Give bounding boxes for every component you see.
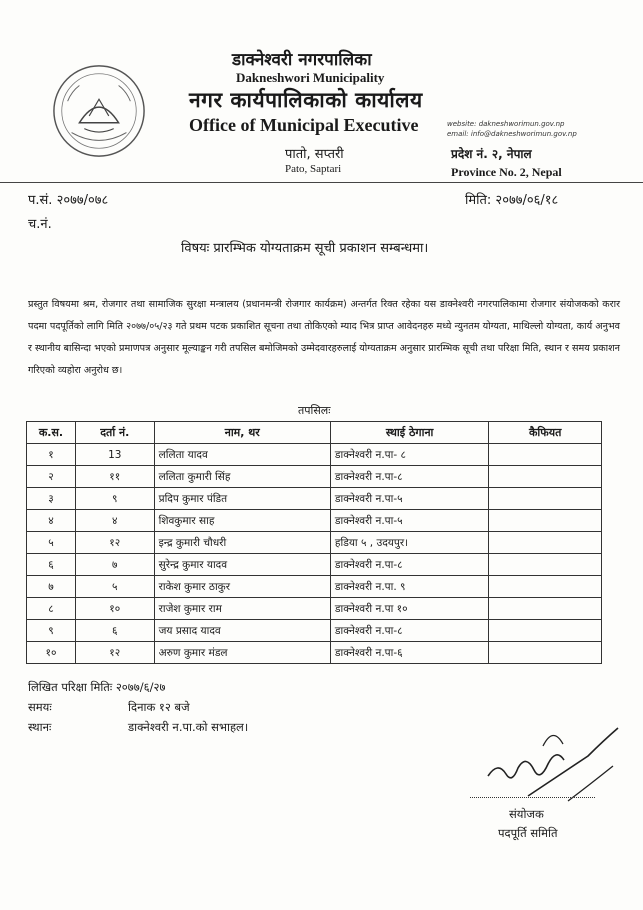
cell-serial: १ xyxy=(27,444,76,466)
cell-address: डाक्नेश्वरी न.पा-५ xyxy=(330,488,488,510)
cell-reg-no: ९ xyxy=(75,488,154,510)
table-row xyxy=(27,554,602,576)
table-row xyxy=(27,642,602,664)
cell-serial: ९ xyxy=(27,620,76,642)
table-row xyxy=(27,598,602,620)
reference-number: प.सं. २०७७/०७८ xyxy=(28,193,109,208)
nepal-emblem-seal-icon xyxy=(50,62,148,160)
cell-reg-no: १२ xyxy=(75,642,154,664)
cell-remarks xyxy=(489,488,602,510)
signatory-role: संयोजक xyxy=(509,807,544,821)
cell-address: डाक्नेश्वरी न.पा-८ xyxy=(330,554,488,576)
cell-serial: १० xyxy=(27,642,76,664)
cell-serial: ६ xyxy=(27,554,76,576)
cell-name: प्रदिप कुमार पंडित xyxy=(154,488,330,510)
cell-address: डाक्नेश्वरी न.पा १० xyxy=(330,598,488,620)
municipality-name-en: Dakneshwori Municipality xyxy=(236,70,385,85)
cell-reg-no: ६ xyxy=(75,620,154,642)
table-row xyxy=(27,620,602,642)
website-text: website: dakneshworimun.gov.np xyxy=(447,120,565,128)
cell-remarks xyxy=(489,532,602,554)
municipality-name-np: डाक्नेश्वरी नगरपालिका xyxy=(232,50,372,70)
cell-reg-no: 13 xyxy=(75,444,154,466)
cell-remarks xyxy=(489,576,602,598)
cell-serial: ८ xyxy=(27,598,76,620)
exam-place-value: डाक्नेश्वरी न.पा.को सभाहल। xyxy=(128,720,249,734)
cell-reg-no: ७ xyxy=(75,554,154,576)
cell-remarks xyxy=(489,642,602,664)
place-en: Pato, Saptari xyxy=(285,163,342,175)
cell-address: हडिया ५ , उदयपुर। xyxy=(330,532,488,554)
header-address: स्थाई ठेगाना xyxy=(330,422,488,444)
cell-name: शिवकुमार साह xyxy=(154,510,330,532)
cell-serial: ४ xyxy=(27,510,76,532)
header-reg-no: दर्ता नं. xyxy=(75,422,154,444)
cell-name: इन्द्र कुमारी चौधरी xyxy=(154,532,330,554)
cell-address: डाक्नेश्वरी न.पा- ८ xyxy=(330,444,488,466)
exam-date: लिखित परिक्षा मितिः २०७७/६/२७ xyxy=(28,680,166,694)
table-row xyxy=(27,532,602,554)
province-en: Province No. 2, Nepal xyxy=(451,165,562,179)
letter-date: मिति: २०७७/०६/१८ xyxy=(465,193,559,208)
dispatch-number: च.नं. xyxy=(28,217,52,232)
cell-address: डाक्नेश्वरी न.पा-५ xyxy=(330,510,488,532)
province-np: प्रदेश नं. २, नेपाल xyxy=(451,147,532,161)
signature-line xyxy=(470,797,595,798)
header-name: नाम, थर xyxy=(154,422,330,444)
cell-serial: ३ xyxy=(27,488,76,510)
table-row xyxy=(27,510,602,532)
email-text: email: info@dakneshworimun.gov.np xyxy=(447,130,577,138)
cell-serial: २ xyxy=(27,466,76,488)
header-divider xyxy=(0,182,643,183)
place-np: पातो, सप्तरी xyxy=(285,147,344,162)
cell-remarks xyxy=(489,620,602,642)
cell-remarks xyxy=(489,444,602,466)
subject-line: विषयः प्रारम्भिक योग्यताक्रम सूची प्रकाशन सम्बन्धमा। xyxy=(181,241,429,256)
cell-name: जय प्रसाद यादव xyxy=(154,620,330,642)
office-name-np: नगर कार्यपालिकाको कार्यालय xyxy=(189,88,423,112)
candidate-table xyxy=(26,421,602,664)
handwritten-signature-icon xyxy=(468,706,628,826)
cell-name: ललिता यादव xyxy=(154,444,330,466)
contact-block xyxy=(447,119,577,139)
table-row xyxy=(27,444,602,466)
cell-address: डाक्नेश्वरी न.पा-६ xyxy=(330,642,488,664)
cell-name: राजेश कुमार राम xyxy=(154,598,330,620)
office-name-en: Office of Municipal Executive xyxy=(189,115,419,135)
cell-reg-no: ५ xyxy=(75,576,154,598)
cell-name: ललिता कुमारी सिंह xyxy=(154,466,330,488)
schedule-label: तपसिलः xyxy=(298,404,331,417)
cell-remarks xyxy=(489,598,602,620)
cell-address: डाक्नेश्वरी न.पा-८ xyxy=(330,466,488,488)
cell-remarks xyxy=(489,510,602,532)
cell-reg-no: ४ xyxy=(75,510,154,532)
cell-reg-no: ११ xyxy=(75,466,154,488)
table-header-row xyxy=(27,422,602,444)
table-row xyxy=(27,466,602,488)
cell-name: राकेश कुमार ठाकुर xyxy=(154,576,330,598)
cell-reg-no: १२ xyxy=(75,532,154,554)
cell-remarks xyxy=(489,466,602,488)
body-paragraph: प्रस्तुत विषयमा श्रम, रोजगार तथा सामाजिक सुरक्षा मन्त्रालय (प्रधानमन्त्री रोजगार कार्यक्रम) अन्तर्गत रिक्त रहेका यस डाक्नेश्वरी नगरपालिकामा रोजगार संयोजकको करार पदमा पदपूर्तिको लागि मिति २०७७/०५/२३ गते प्रथम पटक प्रकाशित सूचना तथा तोकिएको म्याद भित्र प्राप्त आवेदनहरु मध्ये न्युनतम योग्यता, माथिल्लो योग्यता, कार्य अनुभव र स्थानीय बासिन्दा भएको प्रमाणपत्र अनुसार मूल्याङ्कन गरी तपसिल बमोजिमको उम्मेदवारहरुलाई योग्यताक्रम अनुसार प्रारम्भिक सूची तथा परिक्षा मिति, स्थान र समय प्रकाशन गरिएको व्यहोरा अनुरोध छ। xyxy=(28,299,620,376)
cell-serial: ५ xyxy=(27,532,76,554)
cell-reg-no: १० xyxy=(75,598,154,620)
cell-serial: ७ xyxy=(27,576,76,598)
table-row xyxy=(27,576,602,598)
table-row xyxy=(27,488,602,510)
exam-place-label: स्थानः xyxy=(28,720,52,734)
cell-name: अरुण कुमार मंडल xyxy=(154,642,330,664)
exam-time-label: समयः xyxy=(28,700,52,714)
header-serial: क.स. xyxy=(27,422,76,444)
header-remarks: कैफियत xyxy=(489,422,602,444)
cell-remarks xyxy=(489,554,602,576)
signatory-committee: पदपूर्ति समिति xyxy=(498,826,558,840)
cell-name: सुरेन्द्र कुमार यादव xyxy=(154,554,330,576)
exam-time-value: दिनाक १२ बजे xyxy=(128,700,190,714)
cell-address: डाक्नेश्वरी न.पा-८ xyxy=(330,620,488,642)
cell-address: डाक्नेश्वरी न.पा. ९ xyxy=(330,576,488,598)
